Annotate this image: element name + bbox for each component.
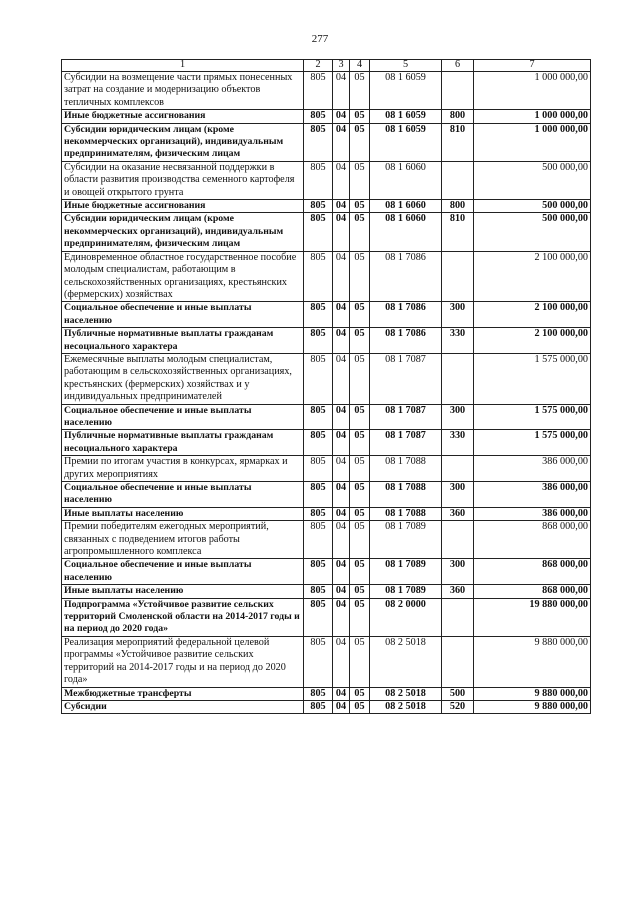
ministry-code-cell: 805 — [304, 430, 333, 456]
subsection-cell: 05 — [350, 585, 370, 598]
ministry-code-cell: 805 — [304, 72, 333, 110]
subsection-cell: 05 — [350, 328, 370, 354]
table-row — [62, 430, 591, 456]
target-article-cell: 08 1 6060 — [370, 161, 442, 199]
subsection-cell: 05 — [350, 521, 370, 559]
target-article-cell: 08 1 7086 — [370, 251, 442, 302]
section-cell: 04 — [333, 213, 350, 251]
table-row — [62, 636, 591, 687]
description-cell: Премии победителям ежегодных мероприятий, связанных с подведением итогов работы агропромышленного комплекса — [62, 521, 304, 559]
description-cell: Социальное обеспечение и иные выплаты населению — [62, 482, 304, 508]
description-cell: Субсидии юридическим лицам (кроме некоммерческих организаций), индивидуальным предпринимателям, физическим лицам — [62, 123, 304, 161]
table-row — [62, 482, 591, 508]
amount-cell: 1 575 000,00 — [474, 404, 591, 430]
header-col-1: 1 — [62, 60, 304, 72]
expense-type-cell: 520 — [442, 700, 474, 713]
subsection-cell: 05 — [350, 110, 370, 123]
header-col-3: 3 — [333, 60, 350, 72]
amount-cell: 500 000,00 — [474, 213, 591, 251]
ministry-code-cell: 805 — [304, 353, 333, 404]
expense-type-cell: 300 — [442, 559, 474, 585]
section-cell: 04 — [333, 161, 350, 199]
amount-cell: 2 100 000,00 — [474, 302, 591, 328]
subsection-cell: 05 — [350, 482, 370, 508]
section-cell: 04 — [333, 123, 350, 161]
ministry-code-cell: 805 — [304, 161, 333, 199]
ministry-code-cell: 805 — [304, 687, 333, 700]
target-article-cell: 08 2 5018 — [370, 687, 442, 700]
subsection-cell: 05 — [350, 302, 370, 328]
description-cell: Иные выплаты населению — [62, 507, 304, 520]
target-article-cell: 08 1 6059 — [370, 110, 442, 123]
amount-cell: 500 000,00 — [474, 161, 591, 199]
section-cell: 04 — [333, 456, 350, 482]
description-cell: Подпрограмма «Устойчивое развитие сельских территорий Смоленской области на 2014-2017 годы и на период до 2020 года» — [62, 598, 304, 636]
header-col-5: 5 — [370, 60, 442, 72]
section-cell: 04 — [333, 559, 350, 585]
description-cell: Премии по итогам участия в конкурсах, ярмарках и других мероприятиях — [62, 456, 304, 482]
description-cell: Иные бюджетные ассигнования — [62, 110, 304, 123]
description-cell: Иные выплаты населению — [62, 585, 304, 598]
ministry-code-cell: 805 — [304, 200, 333, 213]
subsection-cell: 05 — [350, 404, 370, 430]
header-col-2: 2 — [304, 60, 333, 72]
subsection-cell: 05 — [350, 430, 370, 456]
expense-type-cell: 330 — [442, 430, 474, 456]
amount-cell: 1 000 000,00 — [474, 123, 591, 161]
expense-type-cell — [442, 598, 474, 636]
ministry-code-cell: 805 — [304, 636, 333, 687]
table-row — [62, 700, 591, 713]
description-cell: Иные бюджетные ассигнования — [62, 200, 304, 213]
target-article-cell: 08 1 7089 — [370, 559, 442, 585]
description-cell: Субсидии на возмещение части прямых понесенных затрат на создание и модернизацию объектов тепличных комплексов — [62, 72, 304, 110]
table-row — [62, 687, 591, 700]
description-cell: Социальное обеспечение и иные выплаты населению — [62, 559, 304, 585]
header-col-4: 4 — [350, 60, 370, 72]
expense-type-cell — [442, 251, 474, 302]
description-cell: Субсидии — [62, 700, 304, 713]
subsection-cell: 05 — [350, 507, 370, 520]
amount-cell: 868 000,00 — [474, 521, 591, 559]
amount-cell: 2 100 000,00 — [474, 251, 591, 302]
target-article-cell: 08 1 7088 — [370, 507, 442, 520]
amount-cell: 386 000,00 — [474, 456, 591, 482]
target-article-cell: 08 1 7089 — [370, 521, 442, 559]
amount-cell: 1 000 000,00 — [474, 110, 591, 123]
section-cell: 04 — [333, 585, 350, 598]
expense-type-cell — [442, 636, 474, 687]
description-cell: Единовременное областное государственное пособие молодым специалистам, работающим в сельскохозяйственных организациях, крестьянских (фермерских) хозяйствах — [62, 251, 304, 302]
table-row — [62, 213, 591, 251]
expense-type-cell — [442, 72, 474, 110]
amount-cell: 1 575 000,00 — [474, 430, 591, 456]
description-cell: Социальное обеспечение и иные выплаты населению — [62, 302, 304, 328]
description-cell: Социальное обеспечение и иные выплаты населению — [62, 404, 304, 430]
expense-type-cell: 800 — [442, 200, 474, 213]
ministry-code-cell: 805 — [304, 521, 333, 559]
amount-cell: 386 000,00 — [474, 482, 591, 508]
section-cell: 04 — [333, 302, 350, 328]
section-cell: 04 — [333, 200, 350, 213]
target-article-cell: 08 1 6060 — [370, 213, 442, 251]
section-cell: 04 — [333, 430, 350, 456]
ministry-code-cell: 805 — [304, 700, 333, 713]
amount-cell: 9 880 000,00 — [474, 700, 591, 713]
table-row — [62, 521, 591, 559]
subsection-cell: 05 — [350, 251, 370, 302]
ministry-code-cell: 805 — [304, 456, 333, 482]
expense-type-cell: 360 — [442, 585, 474, 598]
amount-cell: 1 000 000,00 — [474, 72, 591, 110]
ministry-code-cell: 805 — [304, 328, 333, 354]
header-row — [62, 60, 591, 72]
subsection-cell: 05 — [350, 598, 370, 636]
target-article-cell: 08 1 7088 — [370, 456, 442, 482]
section-cell: 04 — [333, 507, 350, 520]
budget-table — [61, 59, 591, 714]
amount-cell: 868 000,00 — [474, 585, 591, 598]
section-cell: 04 — [333, 353, 350, 404]
section-cell: 04 — [333, 72, 350, 110]
subsection-cell: 05 — [350, 161, 370, 199]
amount-cell: 9 880 000,00 — [474, 687, 591, 700]
table-row — [62, 72, 591, 110]
amount-cell: 868 000,00 — [474, 559, 591, 585]
table-row — [62, 200, 591, 213]
table-row — [62, 251, 591, 302]
subsection-cell: 05 — [350, 559, 370, 585]
expense-type-cell: 300 — [442, 302, 474, 328]
table-row — [62, 585, 591, 598]
amount-cell: 2 100 000,00 — [474, 328, 591, 354]
section-cell: 04 — [333, 700, 350, 713]
table-row — [62, 598, 591, 636]
section-cell: 04 — [333, 687, 350, 700]
ministry-code-cell: 805 — [304, 507, 333, 520]
target-article-cell: 08 1 7087 — [370, 353, 442, 404]
expense-type-cell: 800 — [442, 110, 474, 123]
amount-cell: 19 880 000,00 — [474, 598, 591, 636]
table-row — [62, 328, 591, 354]
section-cell: 04 — [333, 110, 350, 123]
ministry-code-cell: 805 — [304, 585, 333, 598]
expense-type-cell — [442, 353, 474, 404]
section-cell: 04 — [333, 251, 350, 302]
ministry-code-cell: 805 — [304, 404, 333, 430]
table-row — [62, 404, 591, 430]
subsection-cell: 05 — [350, 687, 370, 700]
expense-type-cell: 360 — [442, 507, 474, 520]
description-cell: Публичные нормативные выплаты гражданам несоциального характера — [62, 430, 304, 456]
expense-type-cell — [442, 161, 474, 199]
expense-type-cell: 300 — [442, 404, 474, 430]
table-row — [62, 353, 591, 404]
subsection-cell: 05 — [350, 700, 370, 713]
target-article-cell: 08 2 5018 — [370, 700, 442, 713]
target-article-cell: 08 1 7088 — [370, 482, 442, 508]
subsection-cell: 05 — [350, 200, 370, 213]
ministry-code-cell: 805 — [304, 110, 333, 123]
table-row — [62, 161, 591, 199]
target-article-cell: 08 1 7086 — [370, 328, 442, 354]
description-cell: Публичные нормативные выплаты гражданам несоциального характера — [62, 328, 304, 354]
ministry-code-cell: 805 — [304, 251, 333, 302]
subsection-cell: 05 — [350, 636, 370, 687]
target-article-cell: 08 1 7086 — [370, 302, 442, 328]
section-cell: 04 — [333, 598, 350, 636]
description-cell: Субсидии юридическим лицам (кроме некоммерческих организаций), индивидуальным предпринимателям, физическим лицам — [62, 213, 304, 251]
expense-type-cell: 330 — [442, 328, 474, 354]
ministry-code-cell: 805 — [304, 123, 333, 161]
table-row — [62, 507, 591, 520]
description-cell: Межбюджетные трансферты — [62, 687, 304, 700]
ministry-code-cell: 805 — [304, 213, 333, 251]
expense-type-cell: 300 — [442, 482, 474, 508]
header-col-6: 6 — [442, 60, 474, 72]
subsection-cell: 05 — [350, 72, 370, 110]
table-row — [62, 302, 591, 328]
page-number: 277 — [311, 33, 329, 45]
table-body — [62, 72, 591, 714]
target-article-cell: 08 1 6059 — [370, 72, 442, 110]
expense-type-cell: 500 — [442, 687, 474, 700]
target-article-cell: 08 1 7089 — [370, 585, 442, 598]
ministry-code-cell: 805 — [304, 302, 333, 328]
description-cell: Реализация мероприятий федеральной целевой программы «Устойчивое развитие сельских территорий на 2014-2017 годы и на период до 2020 года» — [62, 636, 304, 687]
ministry-code-cell: 805 — [304, 559, 333, 585]
expense-type-cell: 810 — [442, 213, 474, 251]
subsection-cell: 05 — [350, 213, 370, 251]
subsection-cell: 05 — [350, 456, 370, 482]
expense-type-cell — [442, 521, 474, 559]
section-cell: 04 — [333, 521, 350, 559]
section-cell: 04 — [333, 482, 350, 508]
table-row — [62, 110, 591, 123]
amount-cell: 9 880 000,00 — [474, 636, 591, 687]
header-col-7: 7 — [474, 60, 591, 72]
description-cell: Ежемесячные выплаты молодым специалистам, работающим в сельскохозяйственных организациях, крестьянских (фермерских) хозяйствах и у индивидуальных предпринимателей — [62, 353, 304, 404]
section-cell: 04 — [333, 404, 350, 430]
target-article-cell: 08 1 6060 — [370, 200, 442, 213]
target-article-cell: 08 2 5018 — [370, 636, 442, 687]
target-article-cell: 08 1 7087 — [370, 430, 442, 456]
description-cell: Субсидии на оказание несвязанной поддержки в области развития производства семенного картофеля и овощей открытого грунта — [62, 161, 304, 199]
amount-cell: 500 000,00 — [474, 200, 591, 213]
amount-cell: 1 575 000,00 — [474, 353, 591, 404]
table-row — [62, 123, 591, 161]
ministry-code-cell: 805 — [304, 482, 333, 508]
ministry-code-cell: 805 — [304, 598, 333, 636]
table-row — [62, 559, 591, 585]
amount-cell: 386 000,00 — [474, 507, 591, 520]
section-cell: 04 — [333, 328, 350, 354]
expense-type-cell — [442, 456, 474, 482]
expense-type-cell: 810 — [442, 123, 474, 161]
subsection-cell: 05 — [350, 353, 370, 404]
target-article-cell: 08 1 7087 — [370, 404, 442, 430]
section-cell: 04 — [333, 636, 350, 687]
target-article-cell: 08 2 0000 — [370, 598, 442, 636]
table-row — [62, 456, 591, 482]
subsection-cell: 05 — [350, 123, 370, 161]
target-article-cell: 08 1 6059 — [370, 123, 442, 161]
